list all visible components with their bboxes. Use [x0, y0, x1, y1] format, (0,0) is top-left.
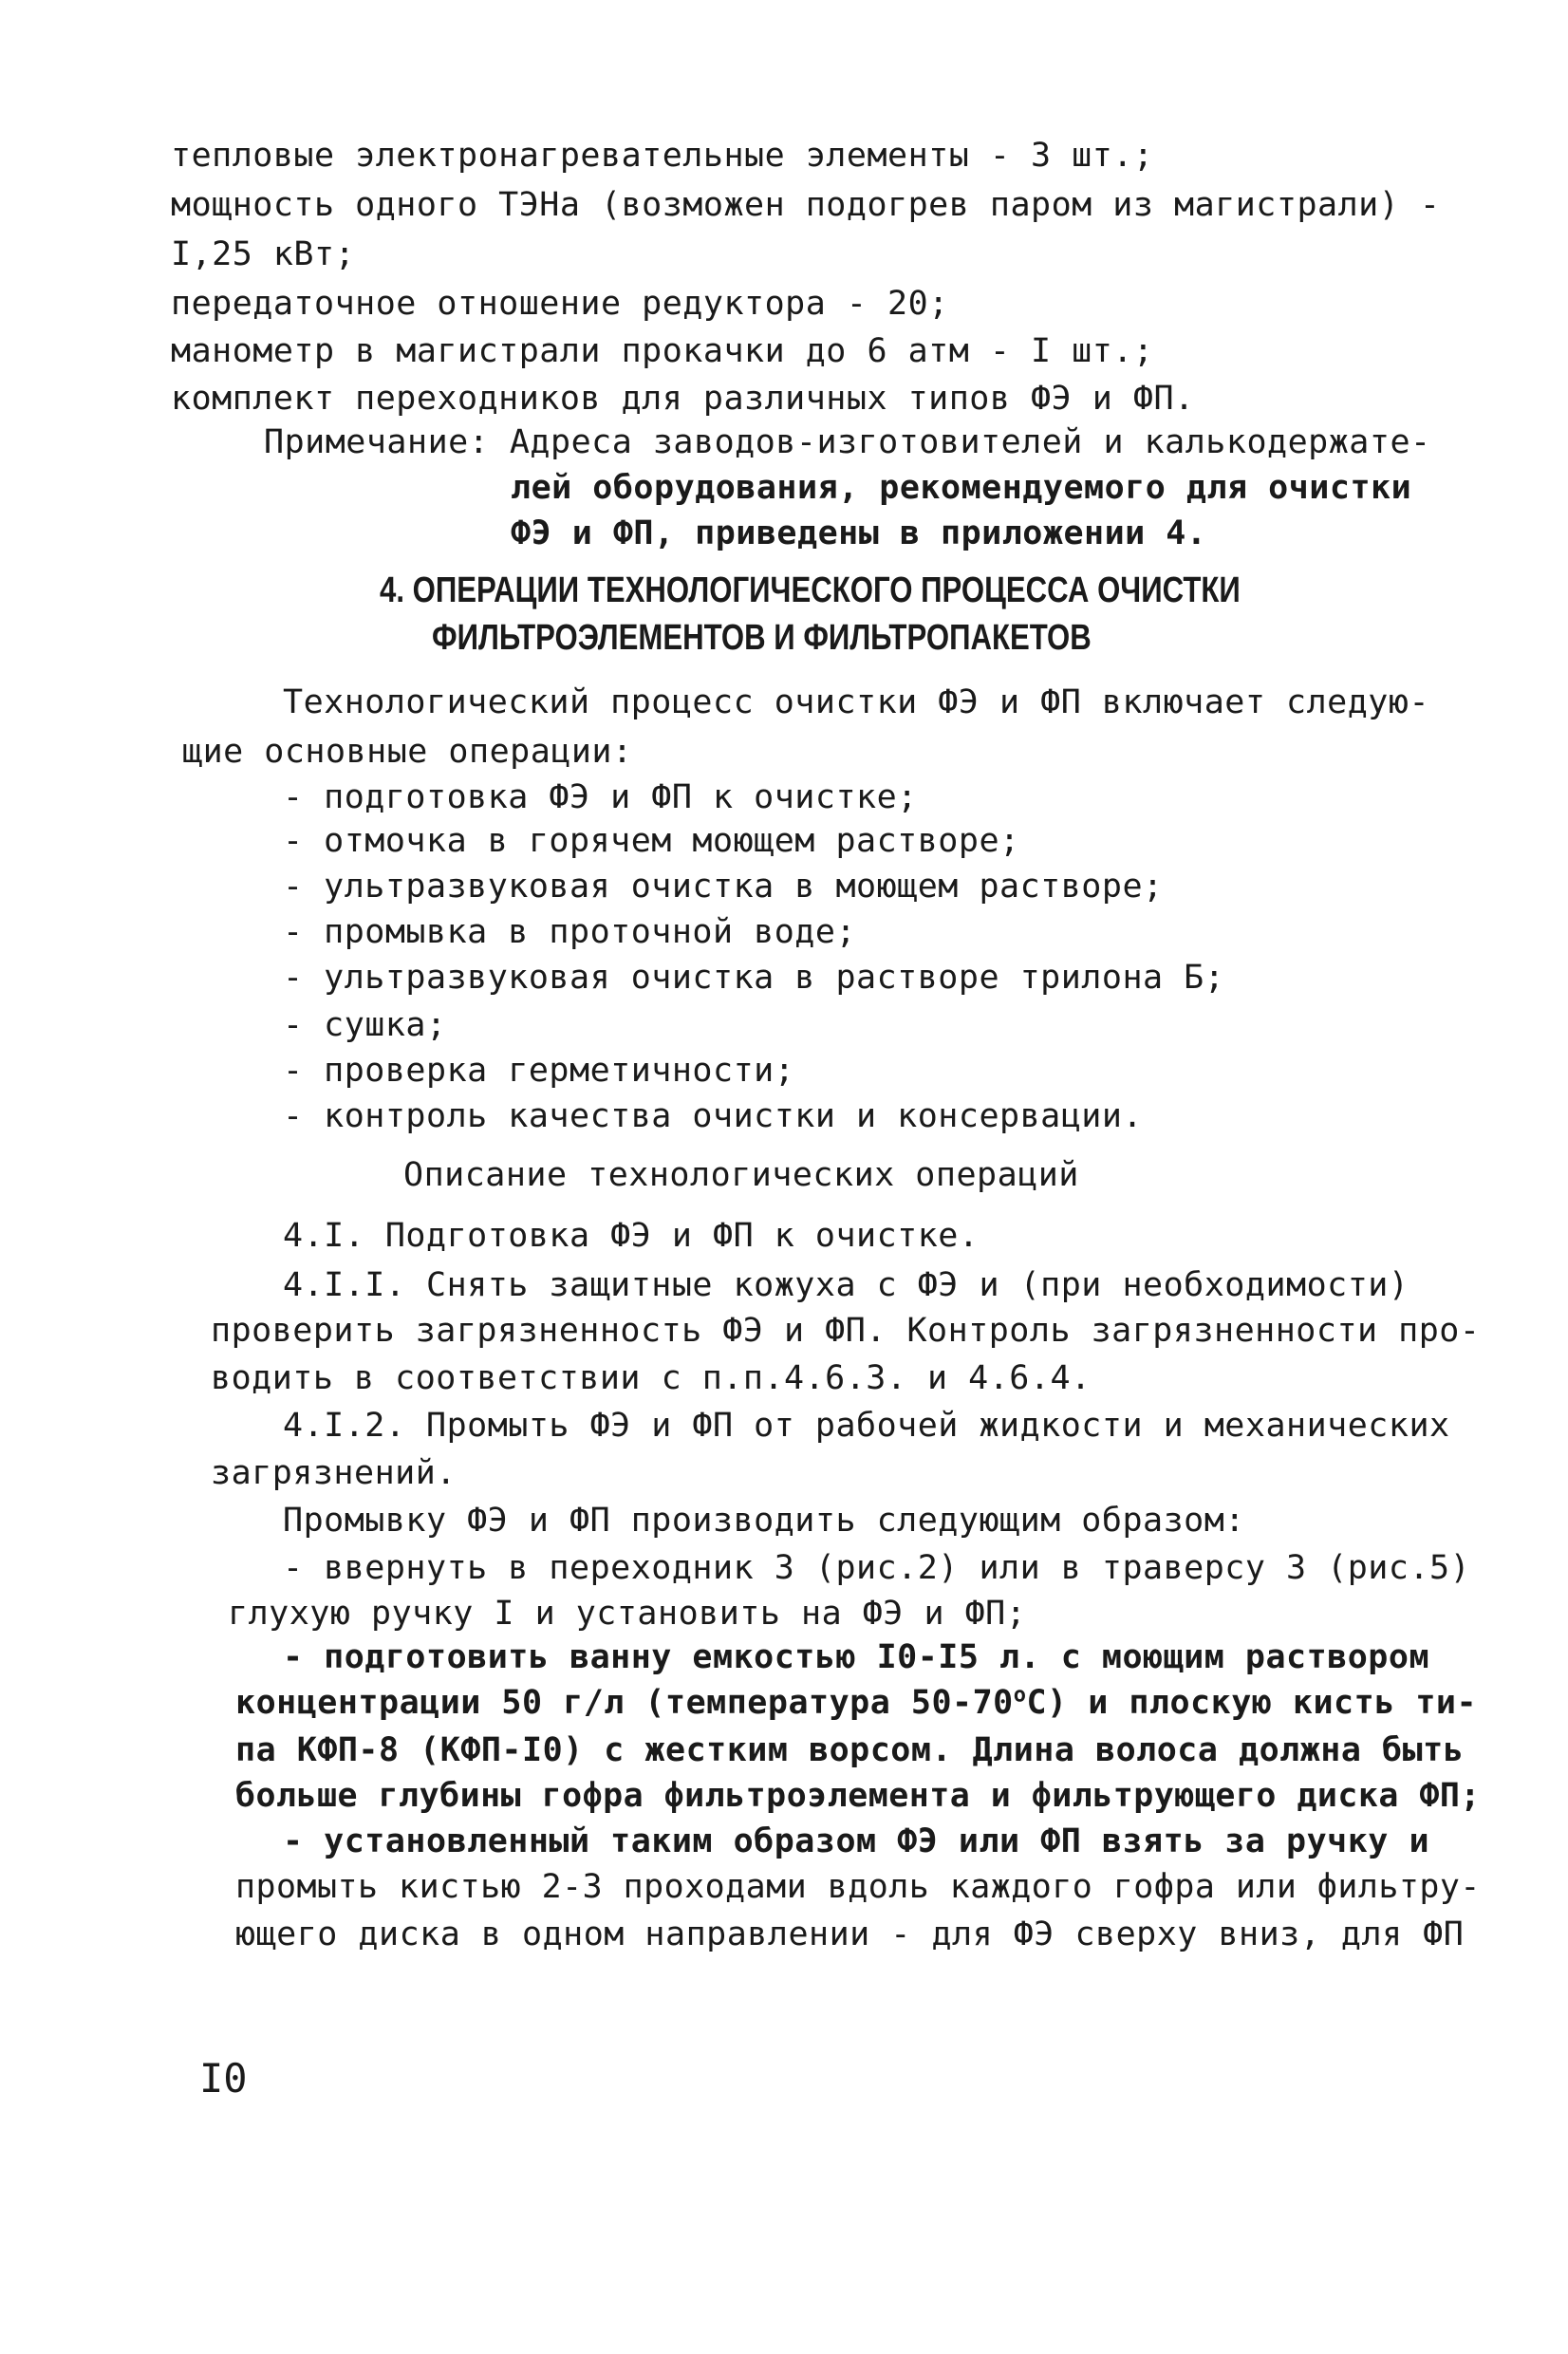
text-line: глухую ручку I и установить на ФЭ и ФП;: [228, 1595, 1027, 1633]
page-number: I0: [199, 2055, 248, 2102]
list-item: - отмочка в горячем моющем растворе;: [283, 822, 1020, 860]
text-line: - ввернуть в переходник 3 (рис.2) или в траверсу 3 (рис.5): [283, 1549, 1471, 1587]
list-item: - контроль качества очистки и консервации.: [283, 1097, 1144, 1135]
section-heading: 4. ОПЕРАЦИИ ТЕХНОЛОГИЧЕСКОГО ПРОЦЕССА ОЧИСТКИ: [380, 570, 1241, 610]
text-line: - подготовить ванну емкостью I0-I5 л. с моющим раствором: [283, 1638, 1430, 1676]
text-line: проверить загрязненность ФЭ и ФП. Контроль загрязненности про-: [211, 1312, 1481, 1350]
text-line: I,25 кВт;: [171, 235, 356, 273]
text-line: 4.I. Подготовка ФЭ и ФП к очистке.: [283, 1217, 980, 1255]
text-line: 4.I.2. Промыть ФЭ и ФП от рабочей жидкости и механических: [283, 1407, 1450, 1445]
subsection-title: Описание технологических операций: [403, 1156, 1079, 1194]
list-item: - ультразвуковая очистка в моющем растворе;: [283, 868, 1164, 906]
note-line: лей оборудования, рекомендуемого для очистки: [511, 469, 1412, 507]
text-line: больше глубины гофра фильтроэлемента и фильтрующего диска ФП;: [235, 1777, 1481, 1815]
list-item: - промывка в проточной воде;: [283, 913, 857, 951]
list-item: - сушка;: [283, 1006, 447, 1044]
text-line: - установленный таким образом ФЭ или ФП взять за ручку и: [283, 1822, 1430, 1860]
text-line: водить в соответствии с п.п.4.6.3. и 4.6.4.: [211, 1359, 1092, 1397]
list-item: - ультразвуковая очистка в растворе трилона Б;: [283, 959, 1225, 997]
degree-superscript: о: [1013, 1683, 1027, 1708]
text-line: передаточное отношение редуктора - 20;: [171, 285, 949, 323]
text-line: мощность одного ТЭНа (возможен подогрев паром из магистрали) -: [171, 186, 1441, 224]
text-fragment: С) и плоскую кисть ти-: [1026, 1684, 1478, 1722]
text-line: промыть кистью 2-3 проходами вдоль каждого гофра или фильтру-: [235, 1868, 1481, 1906]
text-line: Промывку ФЭ и ФП производить следующим образом:: [283, 1502, 1245, 1540]
text-line: манометр в магистрали прокачки до 6 атм - I шт.;: [171, 332, 1154, 370]
note-line: ФЭ и ФП, приведены в приложении 4.: [511, 514, 1207, 552]
text-fragment: концентрации 50 г/л (температура 50-70: [235, 1684, 1014, 1722]
list-item: - подготовка ФЭ и ФП к очистке;: [283, 778, 918, 816]
text-line: комплект переходников для различных типов ФЭ и ФП.: [171, 380, 1195, 418]
text-line: ющего диска в одном направлении - для ФЭ сверху вниз, для ФП: [235, 1915, 1465, 1953]
text-line: загрязнений.: [211, 1454, 457, 1492]
text-line: [235, 1680, 1477, 1726]
note-line: Примечание: Адреса заводов-изготовителей и калькодержате-: [264, 423, 1431, 461]
text-line: 4.I.I. Снять защитные кожуха с ФЭ и (при необходимости): [283, 1266, 1409, 1304]
section-heading: ФИЛЬТРОЭЛЕМЕНТОВ И ФИЛЬТРОПАКЕТОВ: [432, 618, 1092, 658]
text-line: Технологический процесс очистки ФЭ и ФП включает следую-: [283, 683, 1430, 721]
list-item: - проверка герметичности;: [283, 1052, 795, 1090]
text-line: щие основные операции:: [182, 733, 633, 771]
text-line: па КФП-8 (КФП-I0) с жестким ворсом. Длина волоса должна быть: [235, 1731, 1465, 1769]
text-line: тепловые электронагревательные элементы - 3 шт.;: [171, 137, 1154, 175]
